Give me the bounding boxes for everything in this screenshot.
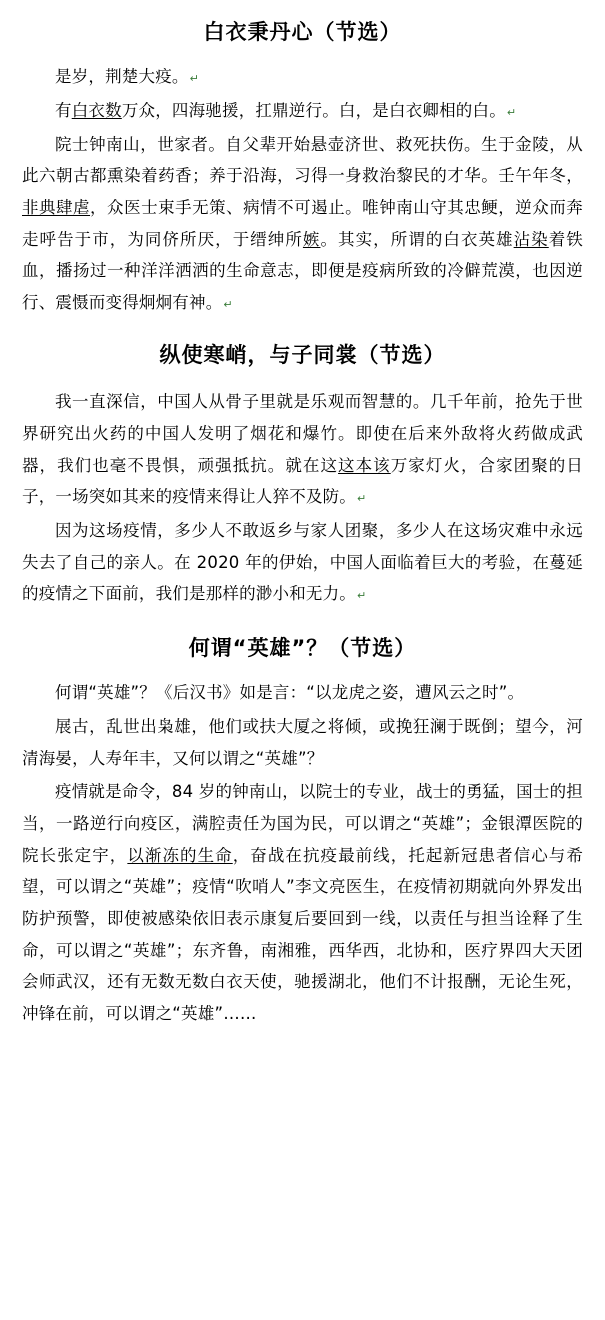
text-run: 万家灯火，合家团聚的日子，一场突如其来的疫情来得让人猝不及防。 [22, 455, 584, 507]
underlined-text: 白衣数 [71, 101, 122, 121]
underlined-text: 非典肆虐 [22, 198, 91, 218]
section-title: 何谓“英雄”？（节选） [188, 635, 417, 660]
paragraph [22, 515, 583, 610]
text-run: 院士钟南山，世家者。自父辈开始悬壶济世、救死扶伤。生于金陵，从此六朝古都熏染着药香；养于沿海，习得一身救治黎民的才华。壬午年冬， [22, 134, 583, 186]
text-run: 万众，四海驰援，扛鼎逆行。白，是白衣卿相的白。 [121, 101, 506, 121]
underlined-text: 这本该 [338, 455, 391, 475]
text-run: 是岁，荆楚大疫。 [55, 67, 189, 87]
paragraph [22, 129, 583, 319]
text-run: 何谓“英雄”？《后汉书》如是言：“以龙虎之姿，遭风云之时”。 [55, 683, 525, 703]
text-run: 我一直深信，中国人从骨子里就是乐观而智慧的。几千年前，抢先于世界研究出火药的中国人发明了烟花和爆竹。即使在后来外敌将火药做成武器，我们也毫不畏惧，顽强抵抗。就在这 [22, 392, 583, 475]
document-section [22, 341, 583, 610]
paragraph [22, 386, 583, 513]
underlined-text: 沾染 [513, 229, 549, 249]
text-run: 展古，乱世出枭雄，他们或扶大厦之将倾，或挽狂澜于既倒；望今，河清海晏，人寿年丰，又何以谓之“英雄”？ [22, 716, 583, 768]
section-title: 白衣秉丹心（节选） [203, 20, 402, 44]
paragraph [22, 776, 583, 1029]
text-run: 有 [55, 101, 72, 121]
paragraph [22, 677, 583, 709]
paragraph [22, 95, 583, 127]
underlined-text: 嫉 [302, 229, 321, 249]
paragraph [22, 711, 583, 774]
section-title: 纵使寒峭，与子同裳（节选） [159, 342, 446, 367]
document-section [22, 634, 583, 1030]
document-section [22, 18, 583, 319]
text-run: 。其实，所谓的白衣英雄 [320, 229, 514, 249]
text-run: ，奋战在抗疫最前线，托起新冠患者信心与希望，可以谓之“英雄”；疫情“吹哨人”李文亮医生，在疫情初期就向外界发出防护预警，即使被感染依旧表示康复后要回到一线，以责任与担当诠释了生命，可以谓之“英雄”；东齐鲁，南湘雅，西华西，北协和，医疗界四大天团会师武汉，还有无数无数白衣天使，驰援湖北，他们不计报酬，无论生死，冲锋在前，可以谓之“英雄”…… [22, 845, 584, 1023]
text-run: ，众医士束手无策、病情不可遏止。唯钟南山守其忠鲠，逆众而奔走呼告于市，为同侪所厌，于缙绅所 [22, 198, 583, 249]
text-run: 因为这场疫情，多少人不敢返乡与家人团聚，多少人在这场灾难中永远失去了自己的亲人。在 2020 年的伊始，中国人面临着巨大的考验，在蔓延的疫情之下面前，我们是那样的渺小和无力。 [22, 520, 583, 604]
underlined-text: 以渐冻的生命 [127, 845, 233, 865]
text-run: 疫情就是命令，84 岁的钟南山，以院士的专业，战士的勇猛，国士的担当，一路逆行向疫区，满腔责任为国为民，可以谓之“英雄”；金银潭医院的院长张定宇， [22, 782, 583, 865]
text-run: 着铁血，播扬过一种洋洋洒洒的生命意志，即便是疫病所致的冷僻荒漠，也因逆行、震慑而变得炯炯有神。 [22, 229, 584, 313]
paragraph [22, 61, 583, 93]
